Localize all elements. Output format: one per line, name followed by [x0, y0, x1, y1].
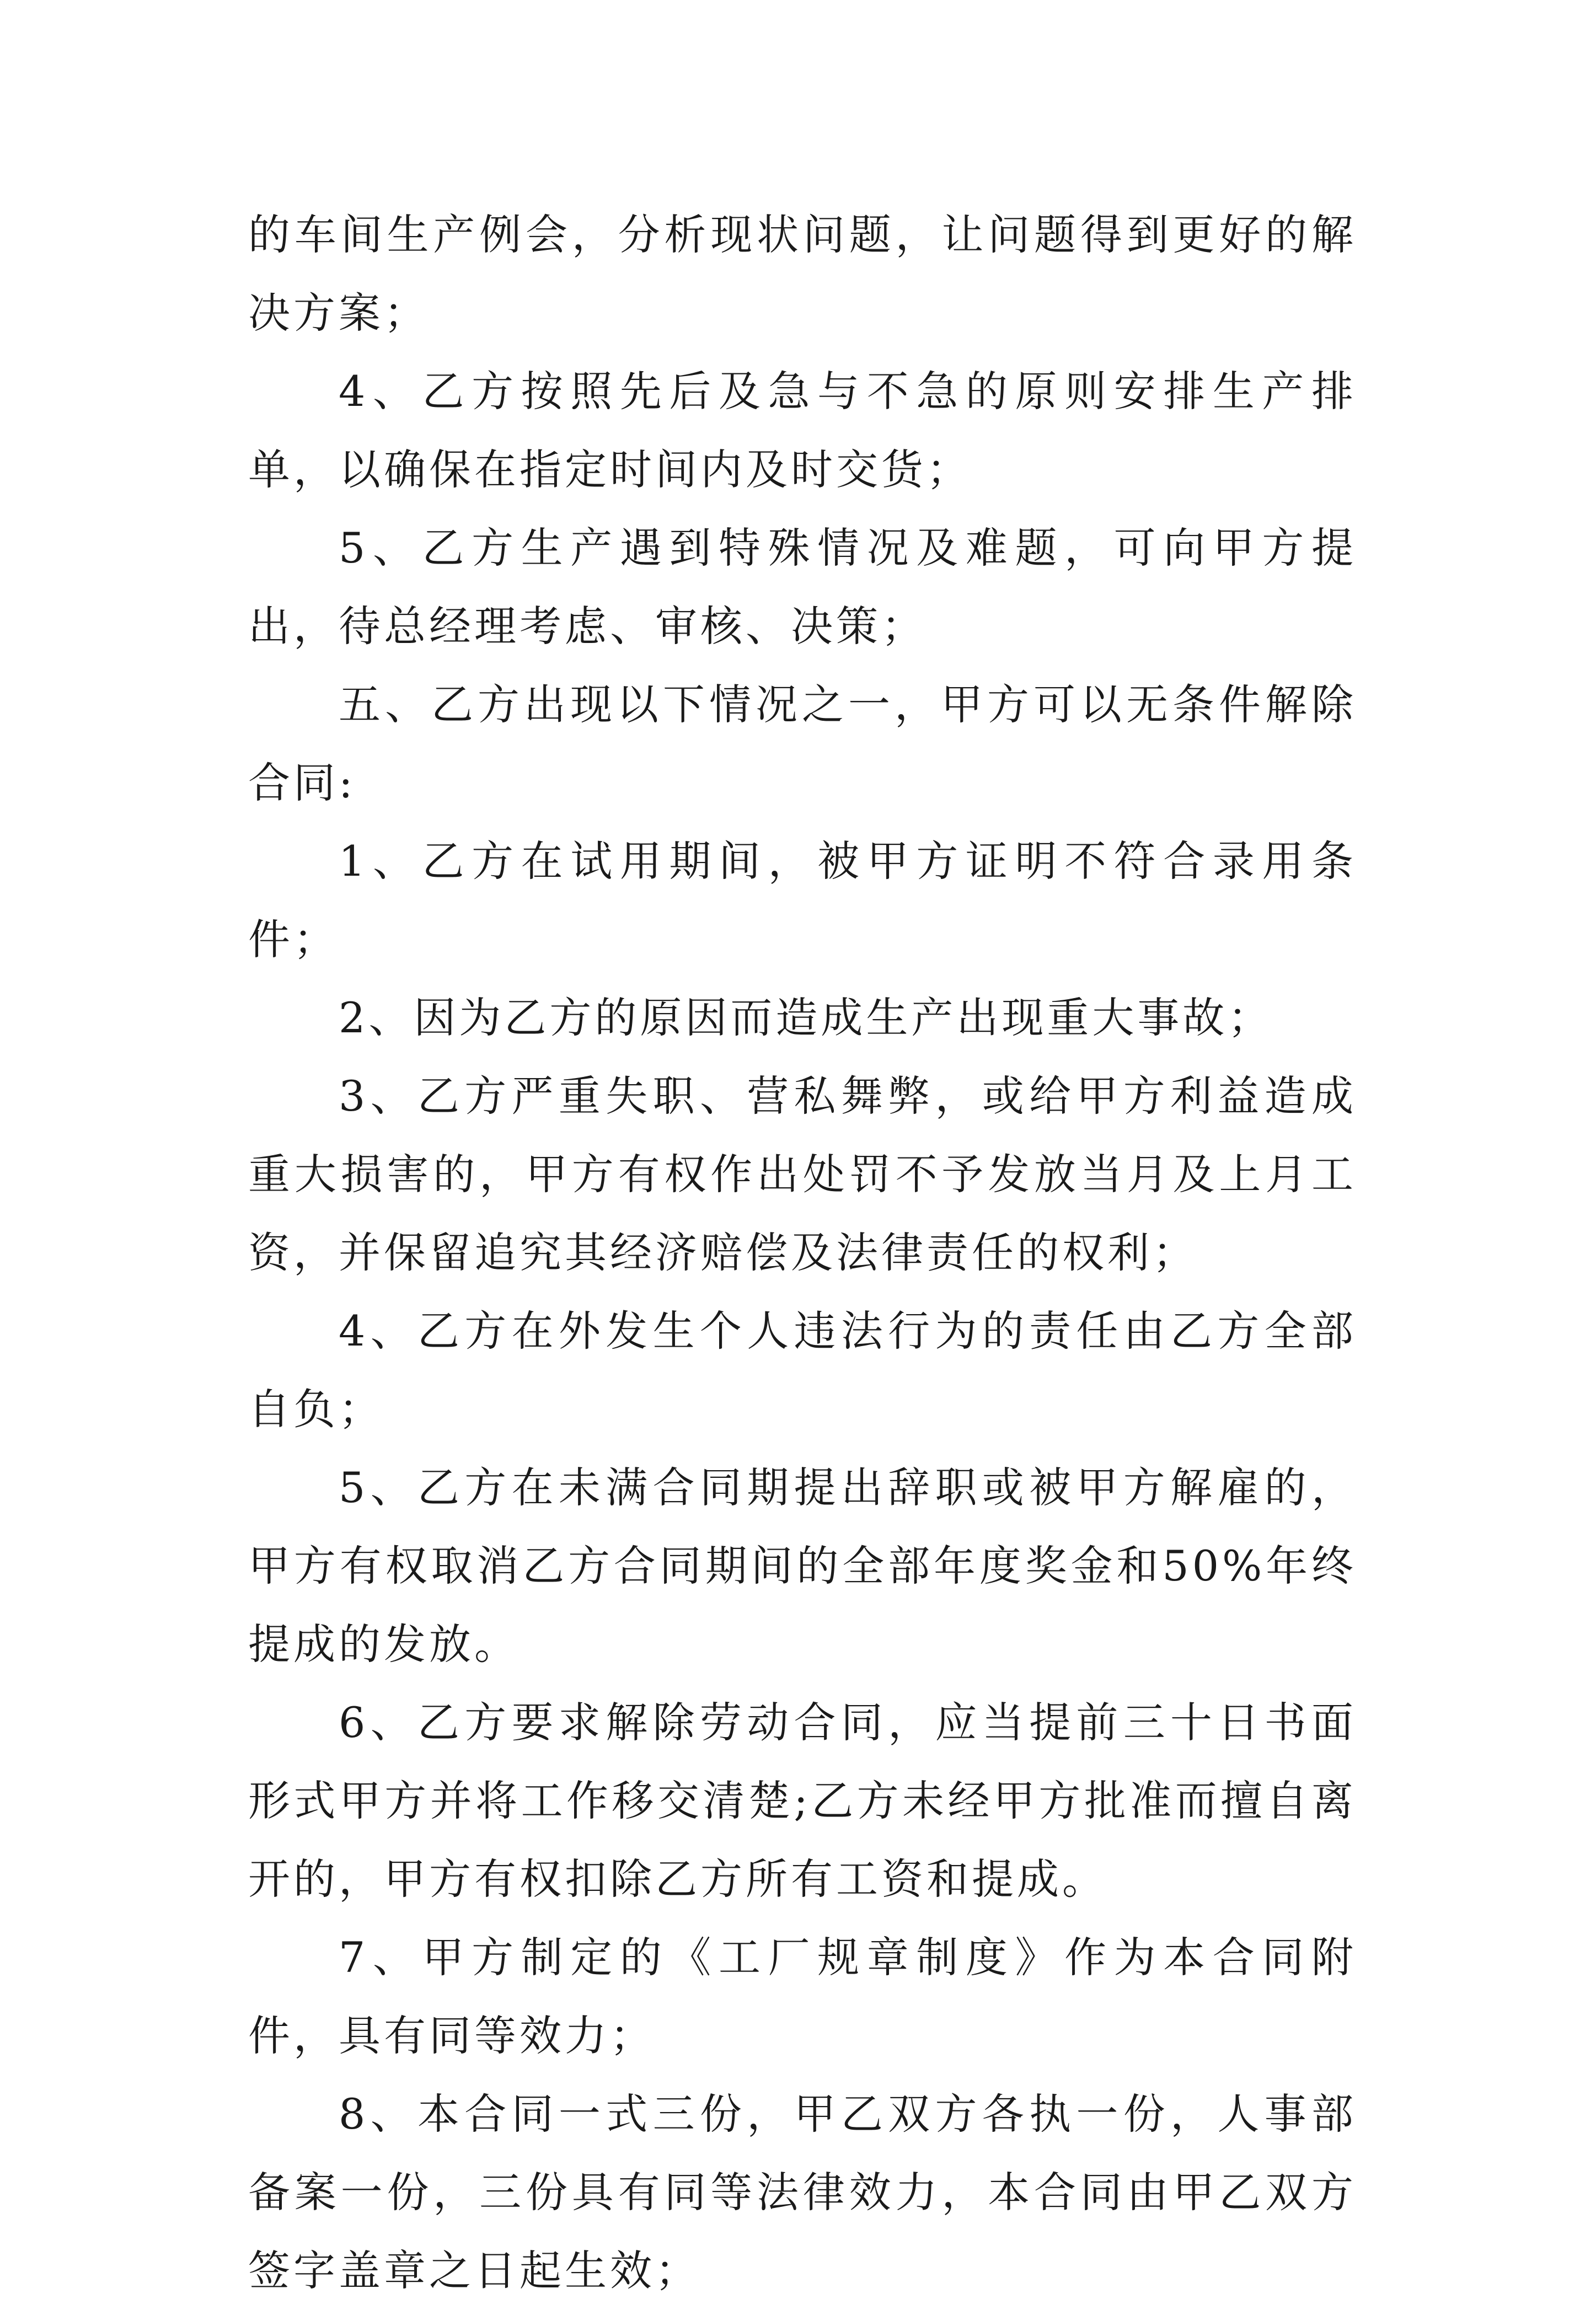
paragraph-item-4-scheduling: 4、乙方按照先后及急与不急的原则安排生产排单，以确保在指定时间内及时交货； — [248, 367, 1357, 494]
paragraph-clause-6: 6、乙方要求解除劳动合同，应当提前三十日书面形式甲方并将工作移交清楚;乙方未经甲方批准而擅自离开的，甲方有权扣除乙方所有工资和提成。 — [248, 1698, 1357, 1904]
paragraph-termination-2: 2、因为乙方的原因而造成生产出现重大事故； — [339, 993, 1273, 1042]
section-heading-termination: 五、乙方出现以下情况之一，甲方可以无条件解除合同: — [248, 680, 1357, 807]
paragraph-continuation: 的车间生产例会，分析现状问题，让问题得到更好的解决方案； — [248, 210, 1357, 337]
paragraph-clause-8: 8、本合同一式三份，甲乙双方各执一份，人事部备案一份，三份具有同等法律效力，本合同由甲乙双方签字盖章之日起生效； — [248, 2089, 1357, 2295]
paragraph-termination-3: 3、乙方严重失职、营私舞弊，或给甲方利益造成重大损害的，甲方有权作出处罚不予发放当月及上月工资，并保留追究其经济赔偿及法律责任的权利； — [248, 1071, 1357, 1277]
contract-text-body — [248, 196, 1357, 2310]
paragraph-termination-4: 4、乙方在外发生个人违法行为的责任由乙方全部自负； — [248, 1306, 1357, 1434]
paragraph-item-5-special-situations: 5、乙方生产遇到特殊情况及难题，可向甲方提出，待总经理考虑、审核、决策； — [248, 523, 1357, 651]
paragraph-termination-1: 1、乙方在试用期间，被甲方证明不符合录用条件； — [248, 837, 1357, 964]
paragraph-termination-5: 5、乙方在未满合同期提出辞职或被甲方解雇的，甲方有权取消乙方合同期间的全部年度奖金和50%年终提成的发放。 — [248, 1463, 1357, 1669]
paragraph-clause-7: 7、甲方制定的《工厂规章制度》作为本合同附件，具有同等效力； — [248, 1933, 1357, 2060]
